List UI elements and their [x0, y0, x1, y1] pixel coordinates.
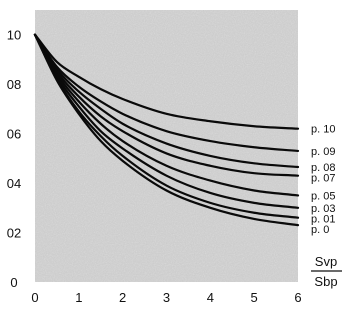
- curve-end-label: p. 01: [311, 213, 336, 226]
- y-tick-label: 08: [6, 77, 22, 93]
- x-tick-label: 6: [294, 290, 302, 305]
- x-tick-label: 0: [31, 290, 39, 305]
- y-axis: [7, 28, 21, 290]
- y-tick-label: 02: [6, 225, 22, 241]
- x-tick-label: 1: [75, 290, 83, 305]
- y-tick-label: 10: [6, 27, 22, 43]
- curve-end-label: p. 05: [311, 190, 336, 203]
- x-tick-label: 5: [250, 290, 258, 305]
- x-tick-label: 2: [119, 290, 127, 305]
- curve-end-label: p. 09: [311, 145, 336, 158]
- y-tick-label: 04: [6, 176, 22, 192]
- curve-labels-group: [311, 124, 335, 236]
- curve-end-label: p. 0: [311, 223, 330, 236]
- x-axis: [31, 290, 301, 305]
- curve-end-label: p. 07: [311, 172, 336, 185]
- curve-end-label: p. 10: [311, 123, 336, 136]
- x-tick-label: 3: [162, 290, 171, 305]
- curve-end-label: p. 08: [311, 162, 336, 175]
- y-tick-label: 0: [10, 275, 18, 290]
- plot-area-texture: [35, 10, 298, 282]
- x-axis-label-denominator: Sbp: [314, 274, 338, 289]
- x-axis-label-numerator: Svp: [314, 254, 338, 269]
- y-tick-label: 06: [6, 126, 22, 142]
- curve-end-label: p. 03: [311, 202, 336, 215]
- x-tick-label: 4: [206, 290, 214, 305]
